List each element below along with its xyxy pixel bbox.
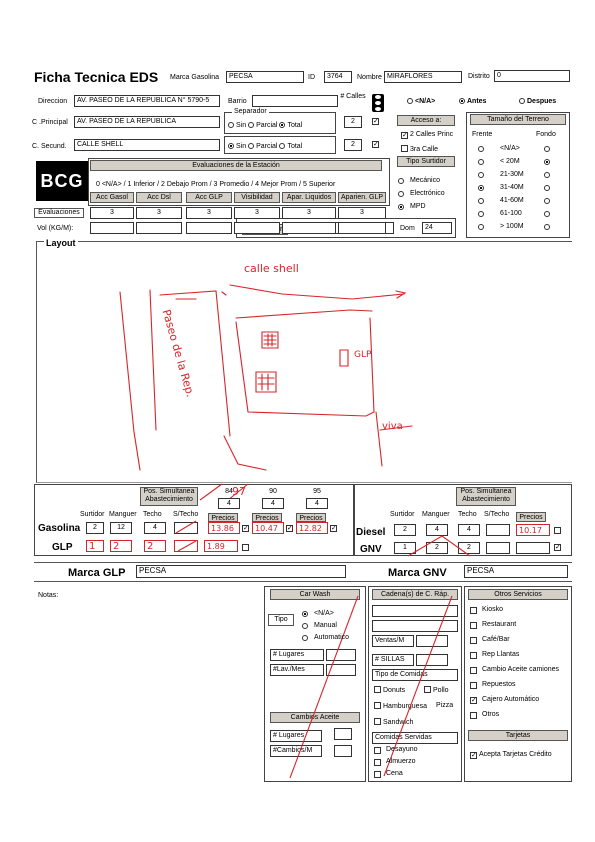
diesel-surtidor-label: Surtidor	[390, 511, 415, 518]
eval-value-0[interactable]: 3	[90, 207, 134, 219]
cambios-button[interactable]: Cambios Aceite	[270, 712, 360, 723]
surtidor-option-label: Mecánico	[410, 177, 440, 184]
octane-label-2: 95	[313, 488, 321, 495]
brand-field[interactable]: PECSA	[226, 71, 304, 83]
secund-field[interactable]: CALLE SHELL	[74, 139, 220, 151]
surtidor-radio-0[interactable]	[398, 178, 404, 184]
otros-label: Cambio Aceite camiones	[482, 666, 560, 673]
tarjetas-label: Acepta Tarjetas Crédito	[479, 751, 552, 758]
octane-count-2[interactable]: 4	[306, 498, 328, 509]
layout-title: Layout	[46, 238, 76, 248]
sketch-label-paseo: Paseo de la Rep.	[159, 308, 197, 399]
diesel-surtidor-field[interactable]: 2	[394, 524, 416, 536]
evaluaciones-row-label: Evaluaciones	[34, 208, 84, 218]
carwash-radio-0[interactable]	[302, 611, 308, 617]
tarjetas-check[interactable]: ✓	[471, 752, 477, 759]
id-label: ID	[308, 74, 315, 81]
gasolina-surtidor-label: Surtidor	[80, 511, 105, 518]
tamano-option-label: > 100M	[500, 223, 524, 230]
sketch-label-glp: GLP	[354, 350, 372, 360]
tamano-button[interactable]: Tamaño del Terreno	[470, 114, 566, 125]
acceso-tercera-label: 3ra Calle	[410, 146, 439, 153]
gnv-surtidor-field[interactable]: 1	[394, 542, 416, 554]
frente-radio-2[interactable]	[478, 172, 484, 178]
traffic-despues-label: Despues	[527, 98, 557, 105]
precios-button-2[interactable]: Precios	[296, 513, 326, 522]
otros-check-2[interactable]	[470, 637, 477, 644]
carwash-tipo-label: Tipo	[268, 614, 294, 626]
diesel-pos-sim-button[interactable]: Pos. Simultanea Abastecimiento	[456, 487, 516, 506]
frente-radio-5[interactable]	[478, 211, 484, 217]
gasolina-label: Gasolina	[38, 523, 81, 534]
fondo-radio-0[interactable]	[544, 146, 550, 152]
surtidor-radio-1[interactable]	[398, 191, 404, 197]
sep1-sin-label: Sin	[236, 122, 247, 129]
carwash-option-label: <N/A>	[314, 610, 334, 617]
fondo-label: Fondo	[536, 131, 556, 138]
cambios-lugares-label: # Lugares	[270, 730, 322, 742]
sep1-parcial-label: Parcial	[256, 122, 278, 129]
calles-field-2[interactable]: 2	[344, 139, 362, 151]
frente-radio-6[interactable]	[478, 224, 484, 230]
evaluaciones-button[interactable]: Evaluaciones de la Estación	[90, 160, 382, 171]
fondo-radio-5[interactable]	[544, 211, 550, 217]
brand-label: Marca Gasolina	[170, 74, 220, 81]
carwash-option-label: Automatico	[314, 634, 350, 641]
acceso-button[interactable]: Acceso a:	[397, 115, 455, 126]
diesel-precio-field[interactable]: 10.17	[516, 524, 550, 536]
diesel-stecho-label: S/Techo	[484, 511, 510, 518]
carwash-radio-1[interactable]	[302, 623, 308, 629]
diesel-manguer-label: Manguer	[422, 511, 450, 518]
eval-header-2[interactable]: Acc GLP	[186, 192, 232, 203]
otros-label: Rep Llantas	[482, 651, 520, 658]
otros-label: Kiosko	[482, 606, 504, 613]
tamano-option-label: <N/A>	[500, 145, 520, 152]
otros-label: Restaurant	[482, 621, 517, 628]
sketch-label-viva: viva	[382, 421, 403, 432]
bcg-logo: BCG	[36, 161, 88, 201]
sep2-sin-label: Sin	[236, 143, 247, 150]
otros-check-4[interactable]	[470, 667, 477, 674]
otros-check-1[interactable]	[470, 622, 477, 629]
secund-label: C. Secund.	[32, 143, 67, 150]
frente-radio-0[interactable]	[478, 146, 484, 152]
gasolina-check-1[interactable]: ✓	[287, 525, 293, 532]
glp-precio-field[interactable]: 1.89	[204, 540, 238, 552]
vol-value-4[interactable]	[282, 222, 336, 234]
frente-radio-1[interactable]	[478, 159, 484, 165]
sketch-label-calle-shell: calle shell	[244, 262, 299, 275]
eval-header-1[interactable]: Acc Dsl	[136, 192, 182, 203]
hamburguesa-label: Hamburguesa	[383, 703, 427, 710]
gasolina-surtidor-field[interactable]: 2	[86, 522, 104, 534]
barrio-label: Barrio	[228, 98, 247, 105]
fondo-radio-2[interactable]	[544, 172, 550, 178]
octane-label-1: 90	[269, 488, 277, 495]
diesel-manguer-field[interactable]: 4	[426, 524, 448, 536]
glp-techo-field[interactable]: 2	[144, 540, 166, 552]
district-label: Distrito	[468, 73, 490, 80]
acceso-dos-calles-label: 2 Calles Princ	[410, 131, 454, 138]
gasolina-stecho-label: S/Techo	[173, 511, 199, 518]
district-field[interactable]: 0	[494, 70, 570, 82]
gasolina-pos-sim-button[interactable]: Pos. Simultanea Abastecimiento	[140, 487, 198, 506]
otros-label: Otros	[482, 711, 500, 718]
form-title: Ficha Tecnica EDS	[34, 69, 159, 85]
diesel-label: Diesel	[356, 527, 386, 538]
eval-value-4[interactable]: 3	[282, 207, 336, 219]
otros-check-3[interactable]	[470, 652, 477, 659]
cadena-pizza: Pizza	[436, 702, 454, 709]
gnv-manguer-field[interactable]: 2	[426, 542, 448, 554]
carwash-button[interactable]: Car Wash	[270, 589, 360, 600]
marca-gnv-label: Marca GNV	[388, 567, 447, 579]
glp-label: GLP	[52, 542, 73, 553]
servidas-label: Cena	[386, 770, 403, 777]
otros-label: Cajero Automático	[482, 696, 540, 703]
calles-field-1[interactable]: 2	[344, 116, 362, 128]
cambios-cambios-label: #Cambios/M	[270, 745, 322, 757]
sep1-total-label: Total	[287, 122, 303, 129]
frente-label: Frente	[472, 131, 493, 138]
octane-label-0: 84	[225, 488, 233, 495]
cadena-tipo-comidas: Tipo de Comidas	[372, 669, 458, 681]
gasolina-manguer-label: Manguer	[109, 511, 137, 518]
glp-surtidor-field[interactable]: 1	[86, 540, 104, 552]
id-field[interactable]: 3764	[324, 71, 352, 83]
otros-check-0[interactable]	[470, 607, 477, 614]
sep2-parcial-label: Parcial	[256, 143, 278, 150]
frente-radio-3[interactable]	[478, 185, 484, 191]
carwash-lavmes-label: #Lav./Mes	[270, 664, 324, 676]
gasolina-techo-label: Techo	[143, 511, 162, 518]
vol-value-5[interactable]	[338, 222, 386, 234]
diesel-precios-button[interactable]: Precios	[516, 512, 546, 522]
calles-check-2[interactable]: ✓	[373, 141, 379, 148]
gnv-check[interactable]: ✓	[555, 544, 561, 551]
precios-button-1[interactable]: Precios	[252, 513, 282, 522]
otros-button[interactable]: Otros Servicios	[468, 589, 568, 600]
pollo-label: Pollo	[433, 687, 449, 694]
horas-dom-label: Dom	[400, 225, 415, 232]
gasolina-precio-1[interactable]: 10.47	[252, 522, 284, 534]
gnv-label: GNV	[360, 544, 382, 555]
fondo-radio-4[interactable]	[544, 198, 550, 204]
carwash-radio-2[interactable]	[302, 635, 308, 641]
gasolina-precio-0[interactable]: 13.86	[208, 522, 240, 534]
acceso-dos-calles-check[interactable]: ✓	[402, 132, 408, 139]
surtidor-option-label: MPD	[410, 203, 426, 210]
horas-dom-field[interactable]: 24	[422, 222, 452, 234]
calles-label: # Calles	[340, 93, 366, 100]
octane-count-1[interactable]: 4	[262, 498, 284, 509]
vol-value-1[interactable]	[136, 222, 182, 234]
carwash-option-label: Manual	[314, 622, 337, 629]
servidas-check-0[interactable]	[374, 747, 381, 754]
frente-radio-4[interactable]	[478, 198, 484, 204]
glp-manguer-field[interactable]: 2	[110, 540, 132, 552]
servidas-label: Desayuno	[386, 746, 418, 753]
vol-value-0[interactable]	[90, 222, 134, 234]
otros-check-5[interactable]	[470, 682, 477, 689]
name-field[interactable]: MIRAFLORES	[384, 71, 462, 83]
servidas-check-1[interactable]	[374, 759, 381, 766]
surtidor-radio-2[interactable]	[398, 204, 404, 210]
tamano-option-label: 31-40M	[500, 184, 524, 191]
carwash-lugares-label: # Lugares	[270, 649, 324, 661]
diesel-techo-label: Techo	[458, 511, 477, 518]
fondo-radio-6[interactable]	[544, 224, 550, 230]
tamano-option-label: 41-60M	[500, 197, 524, 204]
gnv-techo-field[interactable]: 2	[458, 542, 480, 554]
gasolina-techo-field[interactable]: 4	[144, 522, 166, 534]
eval-value-2[interactable]: 3	[186, 207, 232, 219]
diesel-techo-field[interactable]: 4	[458, 524, 480, 536]
traffic-na-label: <N/A>	[415, 98, 436, 105]
eval-header-4[interactable]: Apar. Liquidos	[282, 192, 336, 203]
tarjetas-credito[interactable]	[470, 751, 552, 759]
octane-count-0[interactable]: 4	[218, 498, 240, 509]
gasolina-check-0[interactable]: ✓	[243, 525, 249, 532]
name-label: Nombre	[357, 74, 382, 81]
evaluaciones-scale: 0 <N/A> / 1 Inferior / 2 Debajo Prom / 3 Promedio / 4 Mejor Prom / 5 Superior	[96, 181, 336, 188]
vol-label: Vol (KG/M):	[37, 225, 74, 232]
precios-button-0[interactable]: Precios	[208, 513, 238, 522]
principal-field[interactable]: AV. PASEO DE LA REPUBLICA	[74, 116, 220, 128]
fondo-radio-1[interactable]	[544, 159, 550, 165]
marca-glp-field[interactable]: PECSA	[136, 565, 346, 578]
notas-label: Notas:	[38, 592, 59, 599]
eval-header-0[interactable]: Acc Gasol	[90, 192, 134, 203]
cadena-button[interactable]: Cadena(s) de C. Ráp.	[372, 589, 458, 600]
gasolina-check-2[interactable]: ✓	[331, 525, 337, 532]
tamano-option-label: 21-30M	[500, 171, 524, 178]
sep2-total-label: Total	[287, 143, 303, 150]
eval-header-5[interactable]: Aparien. GLP	[338, 192, 386, 203]
servidas-check-2[interactable]	[374, 771, 381, 778]
otros-label: Repuestos	[482, 681, 516, 688]
donuts-label: Donuts	[383, 687, 406, 694]
eval-value-5[interactable]: 3	[338, 207, 386, 219]
direccion-field[interactable]: AV. PASEO DE LA REPUBLICA N° 5790-5	[74, 95, 220, 107]
surtidor-option-label: Electrónico	[410, 190, 445, 197]
direccion-label: Direccion	[38, 98, 68, 105]
otros-label: Café/Bar	[482, 636, 510, 643]
vol-value-3[interactable]	[234, 222, 280, 234]
cadena-sillas-label: # SILLAS	[372, 654, 414, 666]
marca-glp-label: Marca GLP	[68, 567, 126, 579]
cadena-servidas-label: Comidas Servidas	[372, 732, 458, 744]
vol-value-2[interactable]	[186, 222, 232, 234]
eval-value-3[interactable]: 3	[234, 207, 280, 219]
eval-value-1[interactable]: 3	[136, 207, 182, 219]
otros-check-6[interactable]: ✓	[471, 697, 477, 704]
tamano-option-label: < 20M	[500, 158, 520, 165]
marca-gnv-field[interactable]: PECSA	[464, 565, 568, 578]
tamano-option-label: 61-100	[500, 210, 522, 217]
servidas-label: Almuerzo	[386, 758, 416, 765]
otros-check-7[interactable]	[470, 712, 477, 719]
sandwich-label: Sandwich	[383, 719, 414, 726]
cadena-ventas-label: Ventas/M	[372, 635, 414, 647]
gasolina-manguer-field[interactable]: 12	[110, 522, 132, 534]
gasolina-precio-2[interactable]: 12.82	[296, 522, 328, 534]
fondo-radio-3[interactable]	[544, 185, 550, 191]
calles-check-1[interactable]: ✓	[373, 118, 379, 125]
separador-label: Separador	[234, 108, 267, 115]
principal-label: C .Principal	[32, 119, 68, 126]
tarjetas-button[interactable]: Tarjetas	[468, 730, 568, 741]
traffic-antes-label: Antes	[467, 98, 487, 105]
gasolina-octane-note: 97	[232, 485, 246, 498]
tipo-surtidor-button[interactable]: Tipo Surtidor	[397, 156, 455, 167]
eval-header-3[interactable]: Visibilidad	[234, 192, 280, 203]
